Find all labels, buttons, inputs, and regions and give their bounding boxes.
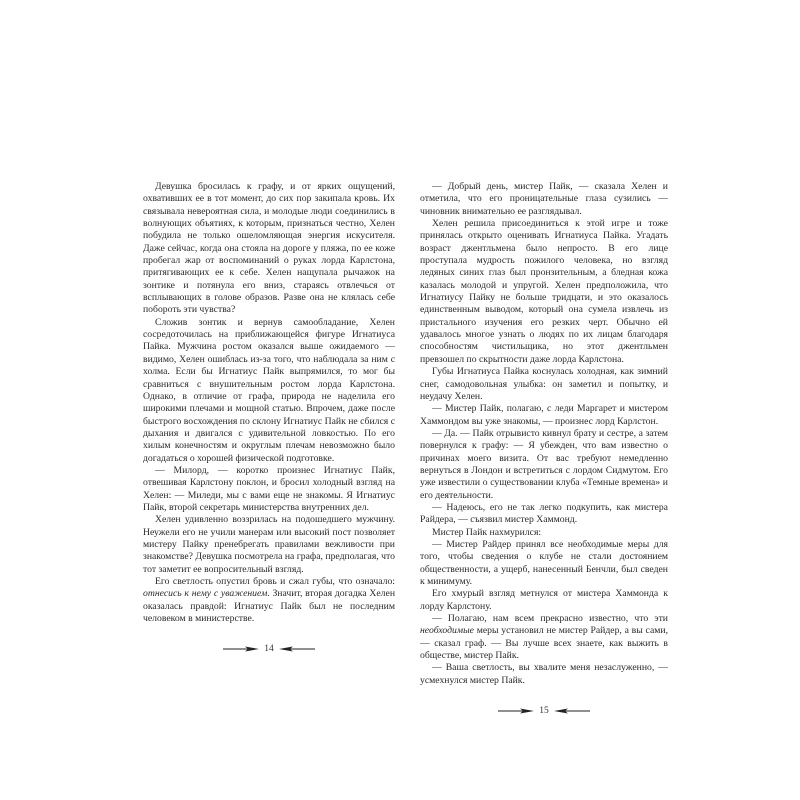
left-page-text xyxy=(143,181,395,625)
paragraph: Хелен решила присоединиться к этой игре и тоже принялась открыто оценивать Игнатиуса Пайка. Угадать возраст джентльмена было непросто. В его лице проступала мудрость пожилого человека, но взгляд ледяных синих глаз был пронзительным, а бледная кожа казалась молодой и упругой. Хелен предположила, что Игнатиусу Пайку не больше тридцати, и это оказалось единственным выводом, который она сумела извлечь из пристального изучения его резких черт. Обычно ей удавалось многое узнать о людях по их лицам благодаря способностям чистильщика, но этот джентльмен превзошел по скрытности даже лорда Карлстона. xyxy=(420,218,668,365)
paragraph: Сложив зонтик и вернув самообладание, Хелен сосредоточилась на приближающейся фигуре Игнатиуса Пайка. Мужчина ростом оказался выше ожидаемого — видимо, Хелен ошиблась из-за того, что наблюдала за ним с холма. Если бы Игнатиус Пайк выпрямился, то мог бы сравниться с внушительным ростом лорда Карлстона. Однако, в отличие от графа, природа не наделила его широкими плечами и мощной статью. Впрочем, даже после быстрого восхождения по склону Игнатиус Пайк не сбился с дыхания и двигался с удивительной ловкостью. По его хилым конечностям и округлым плечам невозможно было догадаться о хорошей физической подготовке. xyxy=(143,316,395,464)
paragraph: — Да. — Пайк отрывисто кивнул брату и сестре, а затем повернулся к графу: — Я убежден, что вам известно о причинах моего визита. От вас требуют немедленно вернуться в Лондон и встретиться с лордом Сидмутом. Его уже известили о существовании клуба «Темные времена» и его деятельности. xyxy=(420,427,668,501)
right-page-text xyxy=(420,181,668,687)
italic-text: необходимые xyxy=(420,625,474,637)
paragraph: Мистер Пайк нахмурился: xyxy=(432,526,542,538)
paragraph xyxy=(420,613,668,662)
paragraph: Хелен удивленно воззрилась на подошедшего мужчину. Неужели его не учили манерам или высокий пост позволяет мистеру Пайку пренебрегать правилами вежливости при знакомстве? Девушка посмотрела на графа, предполагая, что тот заметит ее вопросительный взгляд. xyxy=(143,514,395,575)
left-page-folio xyxy=(143,643,395,655)
paragraph: — Ваша светлость, вы хвалите меня незаслуженно, — усмехнулся мистер Пайк. xyxy=(420,662,668,686)
arrow-ornament-left-icon xyxy=(279,646,315,652)
arrow-ornament-right-icon xyxy=(223,646,259,652)
text-run: . Значит, вторая догадка Хелен оказалась правдой: Игнатиус Пайк был не последним человеком в министерстве. xyxy=(143,588,396,625)
paragraph: — Мистер Пайк, полагаю, с леди Маргарет и мистером Хаммондом вы уже знакомы, — произнес лорд Карлстон. xyxy=(420,403,668,427)
paragraph: — Добрый день, мистер Пайк, — сказала Хелен и отметила, что его проницательные глаза сузились — чиновник внимательно ее разглядывал. xyxy=(420,181,668,217)
text-run: — Полагаю, нам всем прекрасно известно, что эти xyxy=(432,613,668,625)
paragraph xyxy=(143,576,395,625)
paragraph: Губы Игнатиуса Пайка коснулась холодная, как зимний снег, самодовольная улыбка: он заметил и попытку, и неудачу Хелен. xyxy=(420,366,668,402)
right-page xyxy=(420,181,668,717)
arrow-ornament-right-icon xyxy=(498,708,534,714)
paragraph: Его хмурый взгляд метнулся от мистера Хаммонда к лорду Карлстону. xyxy=(420,588,668,612)
paragraph: — Милорд, — коротко произнес Игнатиус Пайк, отвешивая Карлстону поклон, и бросил холодный взгляд на Хелен: — Миледи, мы с вами еще не знакомы. Я Игнатиус Пайк, второй секретарь министерства внутренних дел. xyxy=(143,464,395,513)
italic-text: отнесись к нему с уважением xyxy=(143,588,268,600)
arrow-ornament-left-icon xyxy=(554,708,590,714)
left-page xyxy=(143,181,395,655)
text-run: Его светлость опустил бровь и сжал губы, что означало: xyxy=(155,576,395,587)
paragraph: — Мистер Райдер принял все необходимые меры для того, чтобы сведения о клубе не стали достоянием общественности, а ущерб, нанесенный Бенчли, был сведен к минимуму. xyxy=(420,538,668,587)
text-run: меры установил не мистер Райдер, а вы сами, — сказал граф. — Вы лучше всех знаете, как выжить в обществе, мистер Пайк. xyxy=(420,625,668,662)
paragraph: — Надеюсь, его не так легко подкупить, как мистера Райдера, — съязвил мистер Хаммонд. xyxy=(420,501,668,526)
right-page-folio xyxy=(420,705,668,717)
page-number: 14 xyxy=(264,644,274,655)
paragraph: Девушка бросилась к графу, и от ярких ощущений, охвативших ее в тот момент, до сих пор закипала кровь. Их связывала невероятная сила, и молодые люди соединились в волнующих объятиях, к которым, признаться честно, Хелен побудила не только ошеломляющая энергия искусителя. Даже сейчас, когда она стояла на дороге у пляжа, по ее коже пробегал жар от воспоминаний о руках лорда Карлстона, притягивающих ее к себе. Хелен нащупала рычажок на зонтике и потянула его вниз, стараясь отвлечься от всплывающих в голове образов. Разве она не клялась себе побороть эти чувства? xyxy=(143,181,395,316)
page-number: 15 xyxy=(539,706,549,717)
